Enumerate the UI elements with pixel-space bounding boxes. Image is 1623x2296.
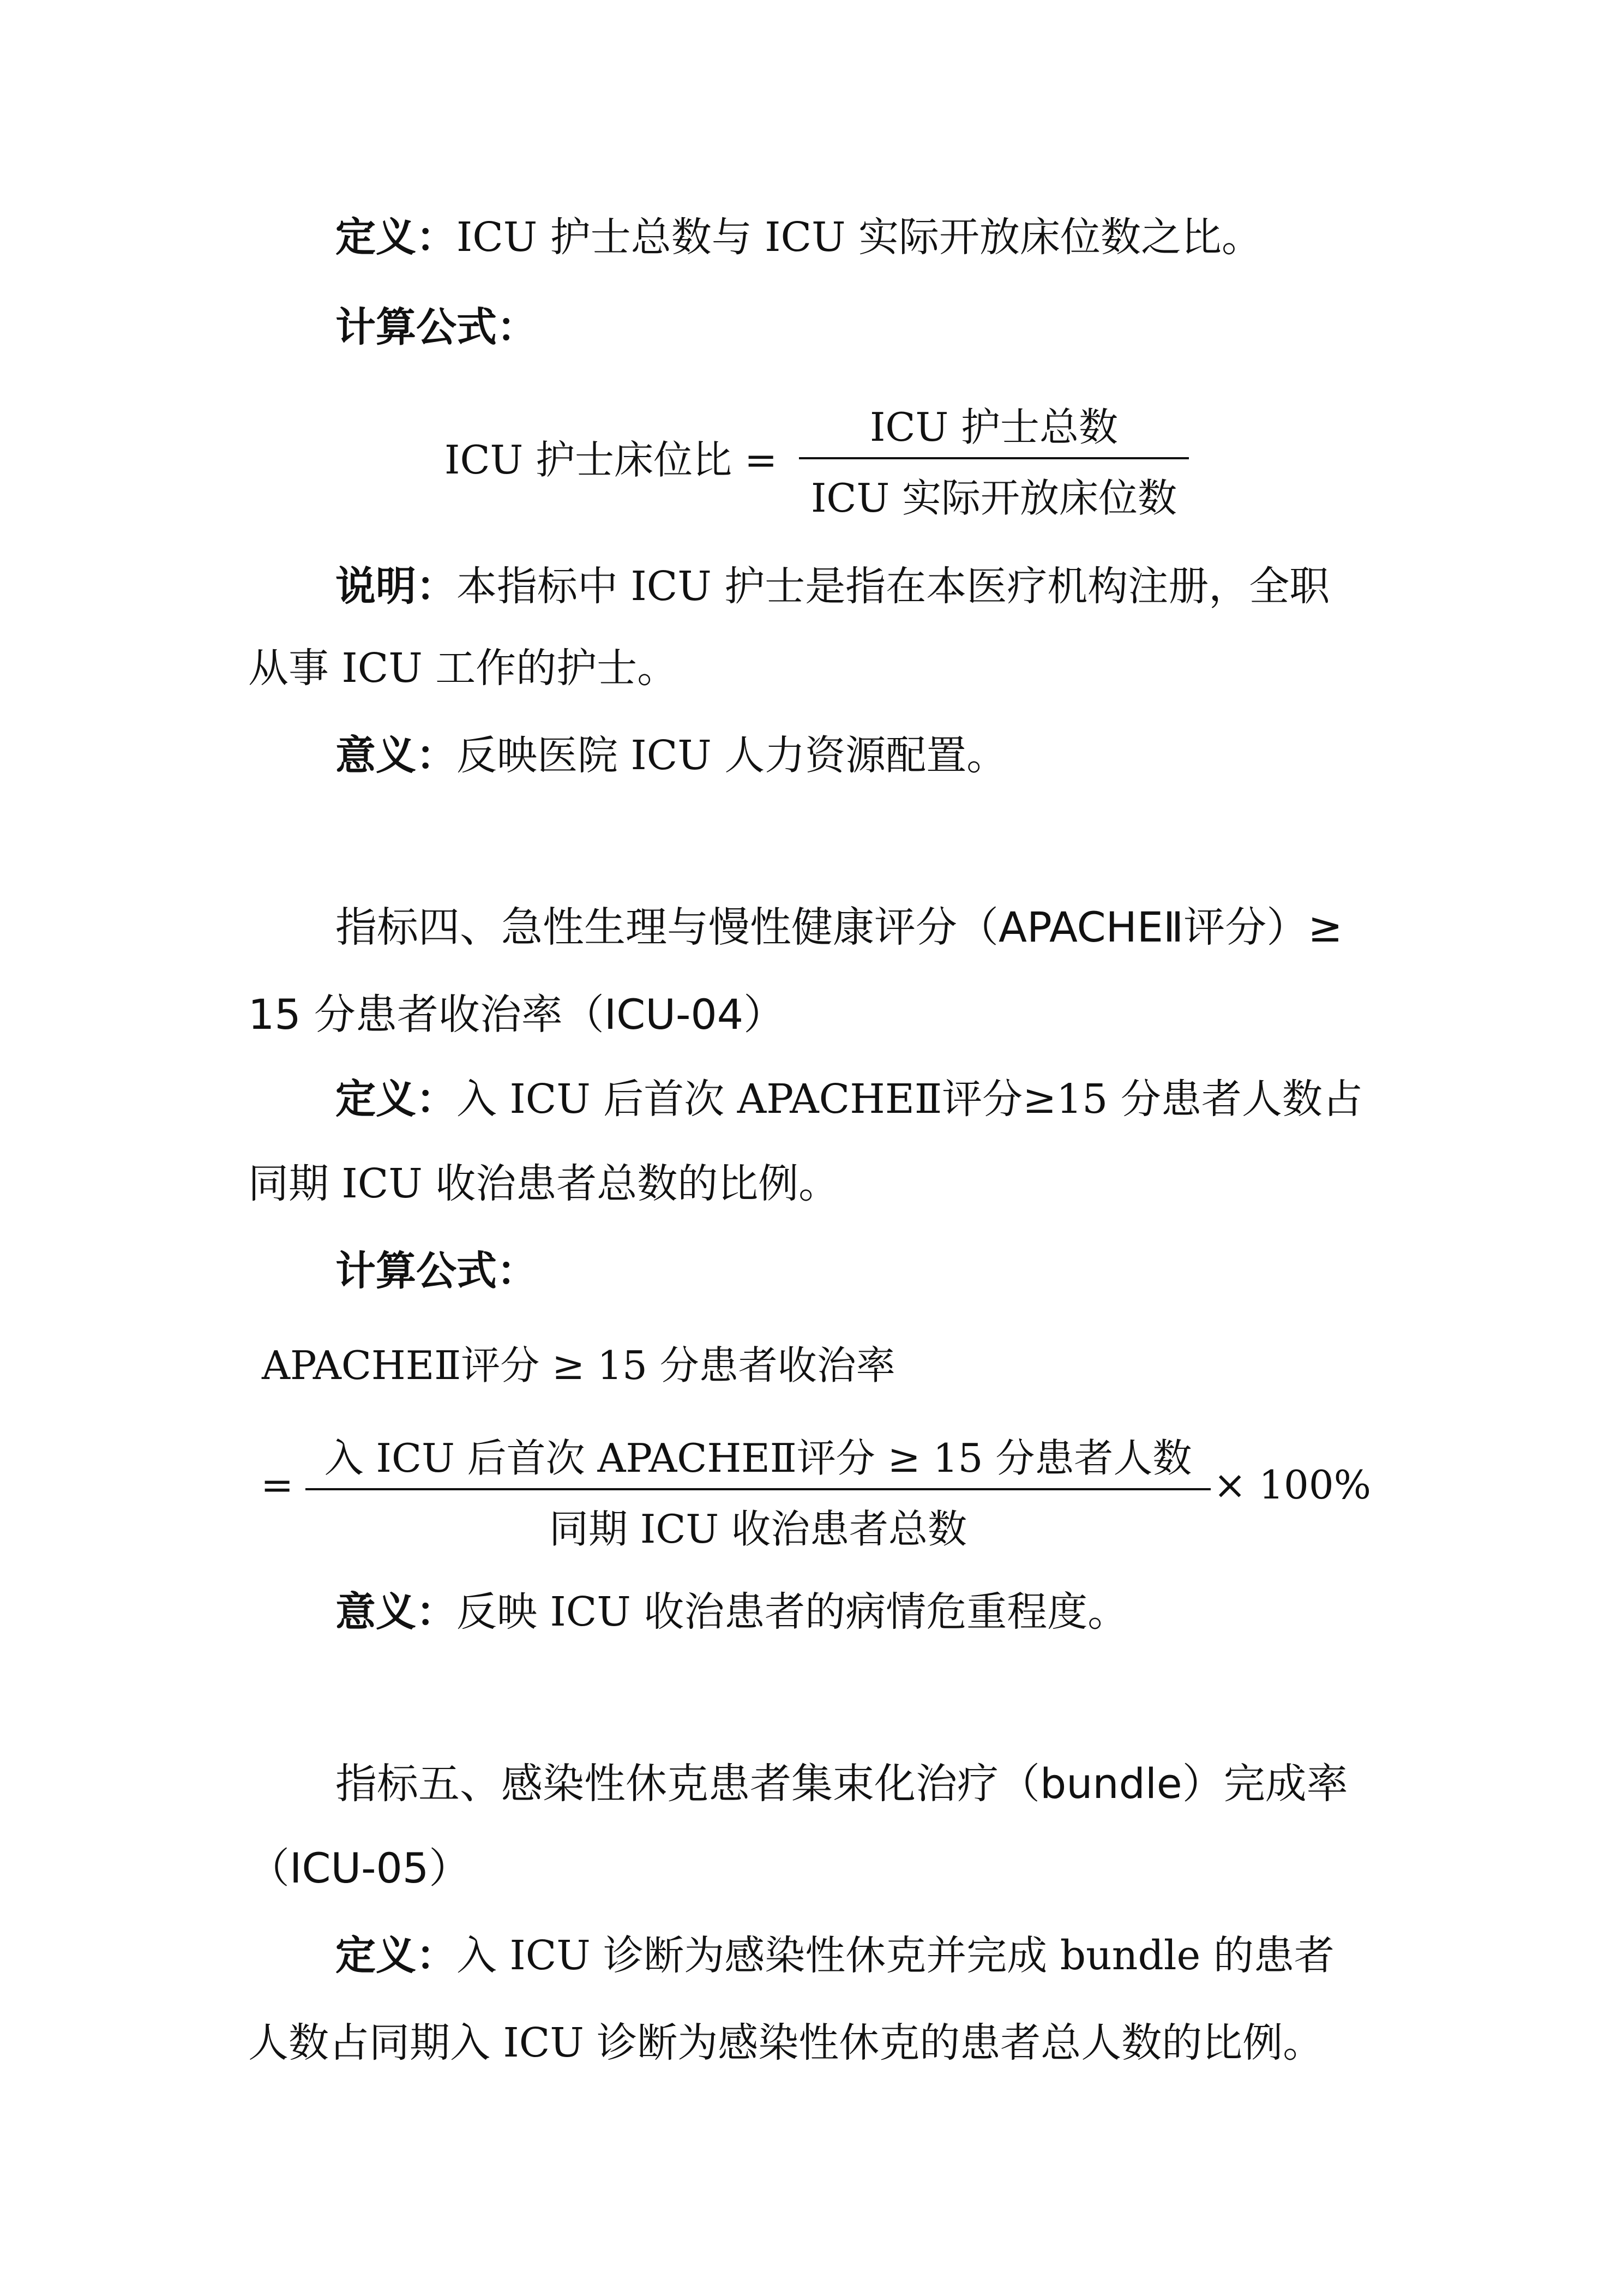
definition-paragraph-4: [335, 1069, 1363, 1129]
note-line-1: 本指标中 ICU 护士是指在本医疗机构注册，全职: [456, 563, 1330, 610]
meaning-text: 反映医院 ICU 人力资源配置。: [456, 732, 1007, 779]
definition-text: ICU 护士总数与 ICU 实际开放床位数之比。: [456, 214, 1262, 261]
formula-multiplier: × 100%: [1213, 1462, 1372, 1508]
formula-numerator: 入 ICU 后首次 APACHEⅡ评分 ≥ 15 分患者人数: [324, 1435, 1192, 1481]
meaning-paragraph: [335, 726, 1007, 786]
formula-numerator: ICU 护士总数: [869, 404, 1119, 450]
indicator-5-heading-line-1: 指标五、感染性休克患者集束化治疗（bundle）完成率: [335, 1759, 1348, 1808]
note-paragraph: [335, 556, 1330, 616]
note-label: 说明：: [335, 563, 456, 610]
formula-denominator: ICU 实际开放床位数: [810, 475, 1177, 521]
formula-lhs: ICU 护士床位比 =: [444, 437, 778, 483]
meaning-label: 意义：: [335, 732, 456, 779]
indicator-4-heading-line-1: 指标四、急性生理与慢性健康评分（APACHEⅡ评分）≥: [335, 903, 1343, 951]
meaning-label: 意义：: [335, 1588, 456, 1635]
definition-line-1: 入 ICU 后首次 APACHEⅡ评分≥15 分患者人数占: [456, 1076, 1363, 1123]
formula-lhs: APACHEⅡ评分 ≥ 15 分患者收治率: [262, 1342, 895, 1388]
definition-label: 定义：: [335, 1076, 456, 1123]
meaning-text: 反映 ICU 收治患者的病情危重程度。: [456, 1588, 1128, 1635]
formula-denominator: 同期 ICU 收治患者总数: [549, 1506, 967, 1552]
definition-line-2: 人数占同期入 ICU 诊断为感染性休克的患者总人数的比例。: [248, 2019, 1324, 2066]
definition-line-1: 入 ICU 诊断为感染性休克并完成 bundle 的患者: [456, 1932, 1335, 1979]
fraction-bar: [305, 1488, 1211, 1490]
definition-label: 定义：: [335, 214, 456, 261]
formula-label: 计算公式：: [335, 304, 537, 351]
indicator-4-heading-line-2: 15 分患者收治率（ICU-04）: [248, 990, 785, 1039]
fraction-bar: [799, 457, 1189, 459]
definition-paragraph: [335, 207, 1262, 267]
formula-label: 计算公式：: [335, 1248, 537, 1294]
definition-label: 定义：: [335, 1932, 456, 1979]
formula-equals: =: [261, 1462, 294, 1508]
indicator-5-heading-line-2: （ICU-05）: [248, 1844, 471, 1892]
meaning-paragraph-4: [335, 1582, 1128, 1642]
definition-paragraph-5: [335, 1926, 1335, 1986]
note-line-2: 从事 ICU 工作的护士。: [248, 645, 678, 692]
definition-line-2: 同期 ICU 收治患者总数的比例。: [248, 1160, 839, 1207]
